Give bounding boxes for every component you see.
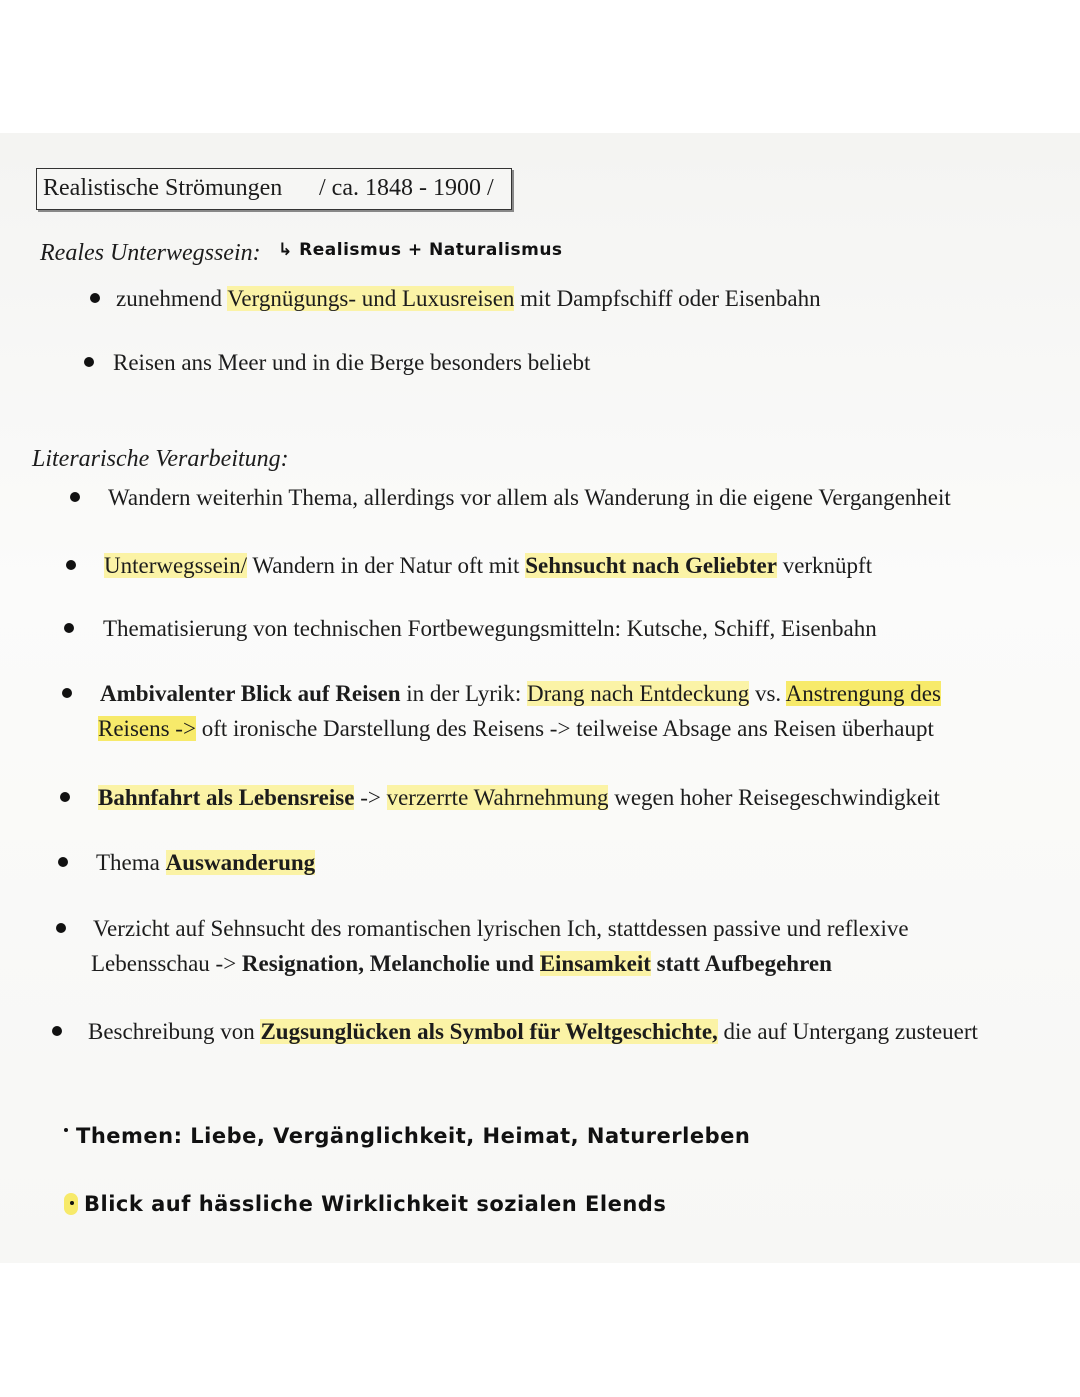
bullet [62, 688, 72, 698]
bullet [52, 1026, 62, 1036]
handnote-dot [64, 1128, 68, 1132]
list-item: Unterwegssein/ Wandern in der Natur oft mit Sehnsucht nach Geliebter verknüpft [104, 553, 873, 578]
list-item: Wandern weiterhin Thema, allerdings vor allem als Wanderung in die eigene Vergangenheit [108, 485, 951, 510]
handnote-reality: Blick auf hässliche Wirklichkeit sozialen Elends [84, 1192, 667, 1216]
handnote-themes: Themen: Liebe, Vergänglichkeit, Heimat, Naturerleben [76, 1124, 751, 1148]
list-item-continuation: Reisens -> oft ironische Darstellung des Reisens -> teilweise Absage ans Reisen überhaupt [98, 716, 934, 741]
list-item: Reisen ans Meer und in die Berge besonders beliebt [113, 350, 591, 375]
bullet [64, 623, 74, 633]
bullet [60, 792, 70, 802]
list-item-continuation: Lebensschau -> Resignation, Melancholie und Einsamkeit statt Aufbegehren [91, 951, 832, 976]
bullet [70, 492, 80, 502]
bullet [84, 357, 94, 367]
bullet [58, 857, 68, 867]
list-item: Bahnfahrt als Lebensreise -> verzerrte Wahrnehmung wegen hoher Reisegeschwindigkeit [98, 785, 940, 810]
handnote-dot [70, 1201, 74, 1205]
list-item: zunehmend Vergnügungs- und Luxusreisen mit Dampfschiff oder Eisenbahn [116, 286, 821, 311]
title-main: Realistische Strömungen [43, 175, 283, 201]
list-item: Thematisierung von technischen Fortbewegungsmitteln: Kutsche, Schiff, Eisenbahn [103, 616, 877, 641]
title-date: / ca. 1848 - 1900 / [319, 175, 494, 201]
bullet [90, 293, 100, 303]
section1-note: ↳ Realismus + Naturalismus [278, 240, 563, 260]
bullet [56, 923, 66, 933]
list-item: Thema Auswanderung [96, 850, 316, 875]
bullet [66, 560, 76, 570]
section2-heading: Literarische Verarbeitung: [32, 446, 289, 472]
list-item: Beschreibung von Zugsunglücken als Symbol für Weltgeschichte, die auf Untergang zusteuert [88, 1019, 978, 1044]
section1-heading: Reales Unterwegssein: [40, 240, 261, 266]
list-item: Ambivalenter Blick auf Reisen in der Lyrik: Drang nach Entdeckung vs. Anstrengung des [100, 681, 941, 706]
list-item: Verzicht auf Sehnsucht des romantischen lyrischen Ich, stattdessen passive und reflexive [93, 916, 909, 941]
title-box [36, 168, 512, 210]
